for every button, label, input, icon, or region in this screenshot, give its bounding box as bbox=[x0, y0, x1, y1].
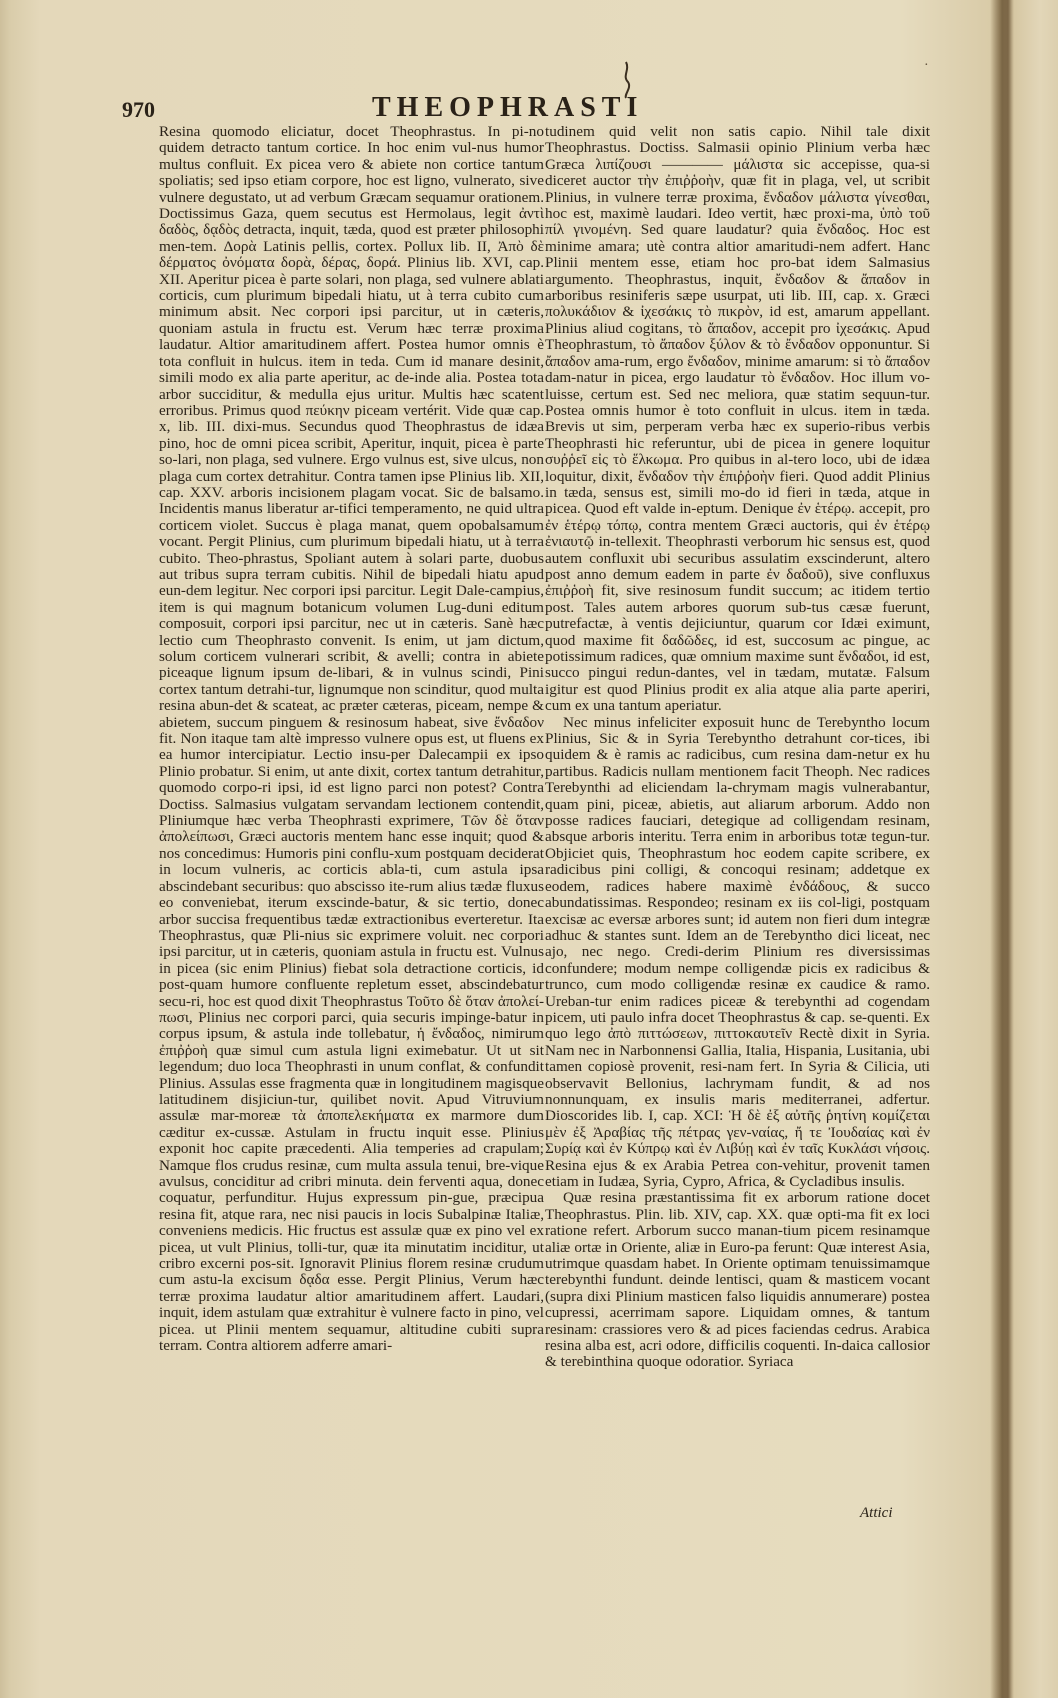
right-column bbox=[545, 124, 930, 1371]
margin-mark: · bbox=[924, 58, 929, 73]
paragraph: tudinem quid velit non satis capio. Nihil tale dixit Theophrastus. Doctiss. Salmasii opinio Plinium verba hæc Græca λιπίζουσι ———— μάλιστα sic accepisse, qua-si diceret auctor τὴν ἐπιῤῥοὴν, quæ fit in plaga, vel, ut scribit Plinius, in vulnere terræ proxima, ἔνδαδον μάλιστα γίνεσθαι, hoc est, maximè laudari. Ideo vertit, hæc proxi-ma, ὑπὸ τοῦ πίλ γινομένη. Sed quare laudatur? quia ἔνδαδος. Hoc est minime amara; utè contra altior amaritudi-nem adfert. Hanc Plinii mentem esse, etiam hoc pro-bat idem Salmasius argumento. Theophrastus, inquit, ἔνδαδον & ἄπαδον in arboribus resiniferis sæpe usurpat, uti lib. III, cap. x. Græci πολυκάδιον & ἰχεσάκις τὸ πικρὸν, id est, amarum appellant. Plinius aliud cogitans, τὸ ἄπαδον, accepit pro ἰχεσάκις. Apud Theophrastum, τὸ ἄπαδον ξύλον & τὸ ἔνδαδον opponuntur. Si ἄπαδον ama-rum, ergo ἔνδαδον, minime amarum: si τὸ ἄπαδον dam-natur in picea, ergo laudatur τὸ ἔνδαδον. Hoc illum vo-luisse, certum est. Sed nec meliora, quæ statim sequun-tur. Postea omnis humor è toto confluit in ulcus. item in tæda. Brevis ut sim, perperam verba hæc ex superio-ribus verbis Theophrasti hic referuntur, ubi de picea in genere loquitur συῤῥεῖ εἰς τὸ ἕλκωμα. Pro quibus in al-tero loco, ubi de idæa loquitur, dixit, ἔνδαδον τὴν ἐπιῤῥοὴν fieri. Quod addit Plinius in tæda, sensus est, simili mo-do id fieri in tæda, atque in picea. Quod eft valde in-eptum. Denique ἐν ἑτέρῳ. accepit, pro ἐν ἑτέρῳ τόπῳ, contra mentem Græci auctoris, qui ἐν ἑτέρῳ ἐνιαυτῷ in-tellexit. Theophrasti verborum hic sensus est, quod autem confluxit ubi securibus assulatim exscinderunt, altero post anno demum eadem in parte ἐν δαδοῦ), sive confluxus ἐπιῤῥοὴ fit, sive resinosum fundit succum; ac itidem tertio post. Tales autem arbores quorum sub-tus cæsæ fuerunt, putrefactæ, à ventis dejiciuntur, quarum cor Idæi eximunt, quod maxime fit δαδῶδες, id est, succosum ac pingue, ac potissimum radices, quæ omnium maxime sunt ἔνδαδοι, id est, succo pingui redun-dantes, vel in tædam, mutatæ. Falsum igitur est quod Plinius prodit ex alia atque alia parte aperiri, cum ex una tantum aperiatur. bbox=[545, 123, 930, 715]
paragraph: Resina quomodo eliciatur, docet Theophrastus. In pi-no quidem detracto tantum cortice. In hoc enim vul-nus humor multus confluit. Ex picea vero & abiete non cortice tantum spoliatis; sed ipso etiam corpore, hoc est ligno, vulnerato, sive vulnere degustato, ut ad verbum Græcam sequamur orationem. Doctissimus Gaza, quem secutus est Hermolaus, legit ἀντὶ δαδὸς, δᾳδὸς detracta, inquit, tæda, quod est præter philosophi men-tem. Δορὰ Latinis pellis, cortex. Pollux lib. II, Ἀπὸ δὲ δέρματος ὀνόματα δορὰ, δέρας, δορά. Plinius lib. XVI, cap. XII. Aperitur picea è parte solari, non plaga, sed vulnere ablati corticis, cum plurimum bipedali hiatu, ut à terra cubito cum minimum absit. Nec corpori ipsi parcitur, ut in cæteris, quoniam astula in fructu est. Verum hæc terræ proxima laudatur. Altior amaritudinem affert. Postea humor omnis è tota confluit in hulcus. item in teda. Cum id manare desinit, simili modo ex alia parte aperitur, ac de-inde alia. Postea tota arbor succiditur, & medulla ejus uritur. Multis hæc scatent erroribus. Primus quod πεύκην piceam vertérit. Vide quæ cap. x, lib. III. dixi-mus. Secundus quod Theophrastus de idæa pino, hoc de omni picea scribit, Aperitur, inquit, picea è parte so-lari, non plaga, sed vulnere. Ergo vulnus est, sive ulcus, non plaga cum cortex detrahitur. Contra tamen ipse Plinius lib. XII, cap. XXV. arboris incisionem plagam vocat. Sic de balsamo. Incidentis manus liberatur ar-tifici temperamento, ne quid ultra corticem violet. Succus è plaga manat, quem opobalsamum vocant. Pergit Plinius, cum plurimum bipedali hiatu, ut à terra cubito. Theo-phrastus, Spoliant autem à solari parte, duobus aut tribus supra terram cubitis. Nihil de bipedali hiatu apud eun-dem legitur. Nec corpori ipsi parcitur. Legit Dale-campius, item is qui magnum botanicum volumen Lug-duni editum composuit, corpori ipsi parcitur, nec ut in cæteris. Sanè hæc lectio cum Theophrasto convenit. Is enim, ut jam dictum, solum corticem vulnerari scribit, & avelli; contra in abiete piceaque lignum ipsum de-libari, & in vulnus scindi, Pini cortex tantum detrahi-tur, lignumque non scinditur, quod multa resina abun-det & scateat, ac præter cæteras, piceam, nempe & abietem, succum pinguem & resinosum habeat, sive ἔνδαδον fit. Non itaque tam altè impresso vulnere opus est, ut fluens ex ea humor intercipiatur. Lectio insu-per Dalecampii ex ipso Plinio probatur. Si enim, ut ante dixit, cortex tantum detrahitur, quomodo corpo-ri ipsi, id est ligno parci non potest? Contra Doctiss. Salmasius vulgatam servandam lectionem contendit, Pliniumque hæc verba Theophrasti exprimere, Τῶν δὲ ὅταν ἀπολείπωσι, Græci auctoris mentem hanc esse inquit; quod & nos concedimus: Humoris pini conflu-xum postquam deciderat in locum vulneris, ac corticis abla-ti, cum astula ipsa abscindebant securibus: quo abscisso ite-rum alius tædæ fluxus eo conveniebat, iterum exscinde-batur, & sic tertio, donec arbor succisa frequentibus tædæ extractionibus everteretur. Ita Theophrastus, quæ Pli-nius sic exprimere voluit. nec corpori ipsi parcitur, ut in cæteris, quoniam astula in fructu est. Vulnus in picea (sic enim Plinius) fiebat sola detractione corticis, id post-quam humore confluente repletum esset, abscindebatur secu-ri, hoc est quod dixit Theophrastus Τοῦτο δὲ ὅταν ἀπολεί-πωσι, Plinius nec corpori parci, quia securis impinge-batur in corpus ipsum, & astula inde tollebatur, ἡ ἔνδαδος, nimirum ἐπιῤῥοὴ quæ simul cum astula ligni eximebatur. Ut ut sit legendum; duo loca Theophrasti in unum conflat, & confundit Plinius. Assulas esse fragmenta quæ in longitudinem magisque latitudinem disjiciun-tur, quilibet novit. Apud Vitruvium assulæ mar-moreæ τὰ ἀποπελεκήματα ex marmore dum cæditur ex-cussæ. Astulam in fructu inquit esse. Plinius exponit hoc capite præcedenti. Alia temperies ad crapulam; Namque flos crudus resinæ, cum multa assula tenui, bre-vique avulsus, conciditur ad cribri minuta. dein ferventi aqua, donec coquatur, perfunditur. Hujus expressum pin-gue, præcipua resina fit, atque rara, nec nisi paucis in locis Subalpinæ Italiæ, conveniens medicis. Hic fructus est assulæ quæ ex pino vel ex picea, ut vult Plinius, tolli-tur, quæ ita minutatim inciditur, ut cribro excerni pos-sit. Ignoravit Plinius florem resinæ crudum cum astu-la excisum δᾳδα esse. Pergit Plinius, Verum hæc terræ proxima laudatur altior amaritudinem affert. Laudari, inquit, idem astulam quæ extrahitur è vulnere facto in pino, vel picea. ut Plinii mentem sequamur, altitudine cubiti supra terram. Contra altiorem adferre amari- bbox=[159, 123, 544, 1355]
paragraph: Quæ resina præstantissima fit ex arborum ratione docet Theophrastus. Plin. lib. XIV, cap. XX. quæ opti-ma fit ex loci ratione refert. Arborum succo manan-tium picem resinamque aliæ ortæ in Oriente, aliæ in Euro-pa ferunt: Quæ interest Asia, utrimque quasdam habet. In Oriente optimam tenuissimamque terebynthi fundunt. deinde lentisci, quam & masticem vocant (supra dixi Plinium masticen falso liquidis annumerare) postea cupressi, acerrimam sapore. Liquidam omnes, & tantum resinam: crassiores vero & ad pices faciendas cedrus. Arabica resina alba est, acri odore, difficilis coquenti. In-daica callosior & terebinthina quoque odoratior. Syriaca bbox=[545, 1189, 930, 1371]
running-title: THEOPHRASTI bbox=[372, 92, 644, 123]
gutter-shadow bbox=[990, 0, 1012, 1698]
catchword: Attici bbox=[860, 1505, 893, 1521]
left-column bbox=[159, 124, 544, 1354]
page-number: 970 bbox=[122, 97, 155, 122]
facing-page-edge bbox=[1012, 0, 1058, 1698]
paragraph: Nec minus infeliciter exposuit hunc de Terebyntho locum Plinius, Sic & in Syria Terebyntho detrahunt cor-tices, ibi quidem & è ramis ac radicibus, cum resina dam-netur ex hu partibus. Radicis nullam mentionem facit Theoph. Nec radices Terebynthi ad eliciendam la-chrymam magis vulnerabantur, quam pini, piceæ, abietis, aut aliarum arborum. Addo non posse radices fauciari, detegique ad colligendam resinam, absque arboris interitu. Terra enim in arboribus totæ tegun-tur. Objiciet quis, Theophrastum hoc eodem capite scribere, ex radicibus pini colligi, & concoqui resinam; addetque ex eodem, radices habere maximè ἐνδάδους, & succo abundatissimas. Respondeo; resinam ex iis col-ligi, postquam excisæ ac eversæ arbores sunt; id autem non fieri dum integræ adhuc & stantes sunt. Idem an de Terebyntho dici liceat, nec ajo, nec nego. Credi-derim Plinium res diversissimas confundere; modum nempe colligendæ picis ex radicibus & trunco, cum modo colligendæ resinæ ex caudice & ramo. Ureban-tur enim radices piceæ & terebynthi ad cogendam picem, uti paulo infra docet Theophrastus & cap. se-quenti. Ex quo lego ἀπὸ πιττώσεων, πιττοκαυτεῖν Rectè dixit in Syria. Nam nec in Narbonnensi Gallia, Italia, Hispania, Lusitania, ubi tamen copiosè provenit, resi-nam fert. In Syria & Cilicia, uti observavit Bellonius, lachrymam fundit, & ad nos nonnunquam, ex insulis maris mediterranei, adfertur. Dioscorides lib. I, cap. XCI: Ἡ δὲ ἐξ αὐτῆς ῥητίνη κομίζεται μὲν ἐξ Ἀραβίας τῆς πέτρας γεν-ναίας, ἤ τε Ἰουδαίας καὶ ἐν Συρίᾳ καὶ ἐν Κύπρῳ καὶ ἐν Λιβύῃ καὶ ἐν ταῖς Κυκλάσι νήσοις. Resina ejus & ex Arabia Petrea con-vehitur, provenit tamen etiam in Iudæa, Syria, Cypro, Africa, & Cycladibus insulis. bbox=[545, 713, 930, 1190]
